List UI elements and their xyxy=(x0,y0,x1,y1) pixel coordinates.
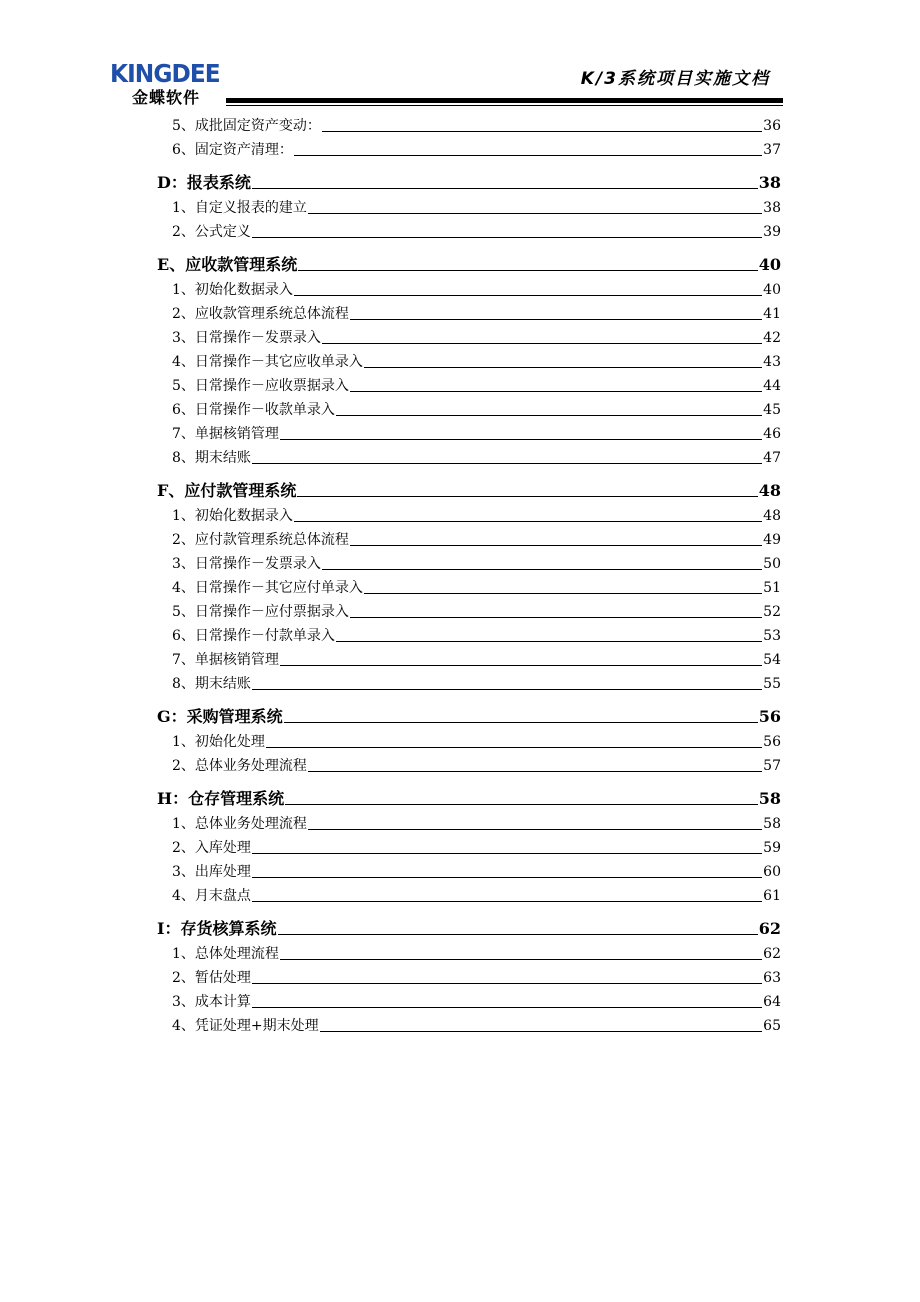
toc-leader-line xyxy=(294,295,762,296)
toc-page-number: 60 xyxy=(763,864,781,880)
toc-entry-row[interactable] xyxy=(172,550,781,574)
toc-page-number: 62 xyxy=(758,919,781,938)
toc-page-number: 64 xyxy=(763,994,781,1010)
toc-leader-line xyxy=(322,131,762,132)
toc-leader-line xyxy=(364,367,762,368)
toc-leader-line xyxy=(322,343,762,344)
toc-page-number: 39 xyxy=(763,224,781,240)
toc-entry-row[interactable] xyxy=(172,834,781,858)
toc-entry-row[interactable] xyxy=(172,276,781,300)
toc-entry-row[interactable] xyxy=(172,964,781,988)
toc-label: 2、入库处理 xyxy=(172,840,251,856)
toc-page-number: 57 xyxy=(763,758,781,774)
toc-leader-line xyxy=(350,319,762,320)
toc-leader-line xyxy=(350,617,762,618)
toc-leader-line xyxy=(280,439,762,440)
toc-entry-row[interactable] xyxy=(172,646,781,670)
toc-leader-line xyxy=(336,641,762,642)
toc-entry-row[interactable] xyxy=(172,670,781,694)
toc-label: 2、应收款管理系统总体流程 xyxy=(172,306,349,322)
toc-page-number: 58 xyxy=(758,789,781,808)
toc-page-number: 61 xyxy=(763,888,781,904)
toc-entry-row[interactable] xyxy=(172,420,781,444)
toc-label: 4、日常操作－其它应付单录入 xyxy=(172,580,363,596)
toc-entry-row[interactable] xyxy=(172,526,781,550)
toc-page-number: 56 xyxy=(758,707,781,726)
toc-leader-line xyxy=(320,1031,763,1032)
toc-label: 3、成本计算 xyxy=(172,994,251,1010)
toc-leader-line xyxy=(252,983,762,984)
toc-label: 5、日常操作－应付票据录入 xyxy=(172,604,349,620)
toc-leader-line xyxy=(252,188,758,189)
toc-entry-row[interactable] xyxy=(172,372,781,396)
toc-leader-line xyxy=(252,237,762,238)
toc-leader-line xyxy=(364,593,762,594)
toc-leader-line xyxy=(308,213,762,214)
toc-label: 8、期末结账 xyxy=(172,450,251,466)
toc-page-number: 56 xyxy=(763,734,781,750)
logo-text-cn: 金蝶软件 xyxy=(132,88,201,107)
toc-entry-row[interactable] xyxy=(172,112,781,136)
toc-label: 1、初始化处理 xyxy=(172,734,265,750)
toc-leader-line xyxy=(322,569,762,570)
toc-entry-row[interactable] xyxy=(172,218,781,242)
toc-section-row[interactable] xyxy=(157,694,781,728)
toc-entry-row[interactable] xyxy=(172,752,781,776)
toc-leader-line xyxy=(252,463,762,464)
toc-leader-line xyxy=(308,771,762,772)
toc-label: 6、日常操作－收款单录入 xyxy=(172,402,335,418)
toc-leader-line xyxy=(252,877,762,878)
toc-section-row[interactable] xyxy=(157,242,781,276)
toc-entry-row[interactable] xyxy=(172,348,781,372)
page-header xyxy=(0,0,920,115)
toc-label: 2、总体业务处理流程 xyxy=(172,758,307,774)
header-rule-thick xyxy=(226,98,783,103)
toc-page-number: 50 xyxy=(763,556,781,572)
toc-page-number: 41 xyxy=(763,306,781,322)
toc-section-row[interactable] xyxy=(157,776,781,810)
toc-page-number: 49 xyxy=(763,532,781,548)
toc-leader-line xyxy=(252,689,762,690)
toc-label: D：报表系统 xyxy=(157,173,251,192)
toc-leader-line xyxy=(298,270,758,271)
toc-page-number: 65 xyxy=(763,1018,781,1034)
toc-page-number: 43 xyxy=(763,354,781,370)
toc-entry-row[interactable] xyxy=(172,940,781,964)
header-rule-thin xyxy=(226,105,783,106)
toc-entry-row[interactable] xyxy=(172,444,781,468)
toc-leader-line xyxy=(285,804,758,805)
toc-page-number: 54 xyxy=(763,652,781,668)
toc-label: 3、日常操作－发票录入 xyxy=(172,556,321,572)
toc-label: 7、单据核销管理 xyxy=(172,426,279,442)
toc-leader-line xyxy=(252,853,762,854)
toc-leader-line xyxy=(284,722,758,723)
toc-label: 4、月末盘点 xyxy=(172,888,251,904)
toc-leader-line xyxy=(297,496,757,497)
toc-label: 2、公式定义 xyxy=(172,224,251,240)
toc-page-number: 62 xyxy=(763,946,781,962)
toc-entry-row[interactable] xyxy=(172,1012,781,1036)
toc-label: 6、日常操作－付款单录入 xyxy=(172,628,335,644)
toc-page-number: 55 xyxy=(763,676,781,692)
toc-leader-line xyxy=(336,415,762,416)
toc-label: 8、期末结账 xyxy=(172,676,251,692)
toc-entry-row[interactable] xyxy=(172,882,781,906)
toc-leader-line xyxy=(278,934,758,935)
toc-entry-row[interactable] xyxy=(172,300,781,324)
toc-leader-line xyxy=(280,959,762,960)
toc-page-number: 48 xyxy=(763,508,781,524)
toc-leader-line xyxy=(252,1007,762,1008)
toc-page-number: 42 xyxy=(763,330,781,346)
toc-entry-row[interactable] xyxy=(172,194,781,218)
toc-leader-line xyxy=(350,545,762,546)
toc-page-number: 45 xyxy=(763,402,781,418)
toc-leader-line xyxy=(294,155,762,156)
toc-page-number: 59 xyxy=(763,840,781,856)
toc-leader-line xyxy=(252,901,762,902)
toc-entry-row[interactable] xyxy=(172,728,781,752)
toc-label: 5、日常操作－应收票据录入 xyxy=(172,378,349,394)
toc-label: 1、总体处理流程 xyxy=(172,946,279,962)
toc-label: 5、成批固定资产变动： xyxy=(172,118,321,134)
toc-leader-line xyxy=(280,665,762,666)
toc-entry-row[interactable] xyxy=(172,574,781,598)
toc-page-number: 40 xyxy=(758,255,781,274)
toc-page-number: 38 xyxy=(758,173,781,192)
toc-page-number: 53 xyxy=(763,628,781,644)
toc-entry-row[interactable] xyxy=(172,858,781,882)
toc-entry-row[interactable] xyxy=(172,396,781,420)
logo-text-en: KINGDEE xyxy=(110,59,220,88)
kingdee-logo xyxy=(110,60,226,108)
toc-leader-line xyxy=(308,829,762,830)
toc-page-number: 58 xyxy=(763,816,781,832)
toc-leader-line xyxy=(266,747,762,748)
toc-entry-row[interactable] xyxy=(172,622,781,646)
toc-label: 4、凭证处理+期末处理 xyxy=(172,1018,319,1034)
toc-entry-row[interactable] xyxy=(172,502,781,526)
toc-section-row[interactable] xyxy=(157,906,781,940)
toc-section-row[interactable] xyxy=(157,160,781,194)
toc-label: 2、应付款管理系统总体流程 xyxy=(172,532,349,548)
toc-label: 1、总体业务处理流程 xyxy=(172,816,307,832)
toc-label: 6、固定资产清理： xyxy=(172,142,293,158)
toc-label: H：仓存管理系统 xyxy=(157,789,285,808)
table-of-contents xyxy=(0,112,920,1036)
toc-label: 3、日常操作－发票录入 xyxy=(172,330,321,346)
toc-entry-row[interactable] xyxy=(172,324,781,348)
toc-label: E、应收款管理系统 xyxy=(157,255,298,274)
toc-page-number: 46 xyxy=(763,426,781,442)
toc-leader-line xyxy=(294,521,762,522)
toc-entry-row[interactable] xyxy=(172,988,781,1012)
toc-label: 1、自定义报表的建立 xyxy=(172,200,307,216)
toc-label: I：存货核算系统 xyxy=(157,919,277,938)
toc-section-row[interactable] xyxy=(157,468,781,502)
toc-page-number: 36 xyxy=(763,118,781,134)
toc-label: 1、初始化数据录入 xyxy=(172,282,293,298)
toc-label: 1、初始化数据录入 xyxy=(172,508,293,524)
toc-entry-row[interactable] xyxy=(172,136,781,160)
toc-entry-row[interactable] xyxy=(172,810,781,834)
toc-page-number: 37 xyxy=(763,142,781,158)
toc-page-number: 47 xyxy=(763,450,781,466)
toc-label: 2、暂估处理 xyxy=(172,970,251,986)
document-title: K/3系统项目实施文档 xyxy=(580,69,770,89)
toc-page-number: 38 xyxy=(763,200,781,216)
toc-page-number: 40 xyxy=(763,282,781,298)
toc-entry-row[interactable] xyxy=(172,598,781,622)
toc-label: 3、出库处理 xyxy=(172,864,251,880)
toc-label: 7、单据核销管理 xyxy=(172,652,279,668)
toc-label: G：采购管理系统 xyxy=(157,707,283,726)
toc-leader-line xyxy=(350,391,762,392)
toc-label: F、应付款管理系统 xyxy=(157,481,297,500)
toc-page-number: 48 xyxy=(758,481,781,500)
toc-page-number: 51 xyxy=(763,580,781,596)
toc-label: 4、日常操作－其它应收单录入 xyxy=(172,354,363,370)
toc-page-number: 63 xyxy=(763,970,781,986)
toc-page-number: 44 xyxy=(763,378,781,394)
toc-page-number: 52 xyxy=(763,604,781,620)
